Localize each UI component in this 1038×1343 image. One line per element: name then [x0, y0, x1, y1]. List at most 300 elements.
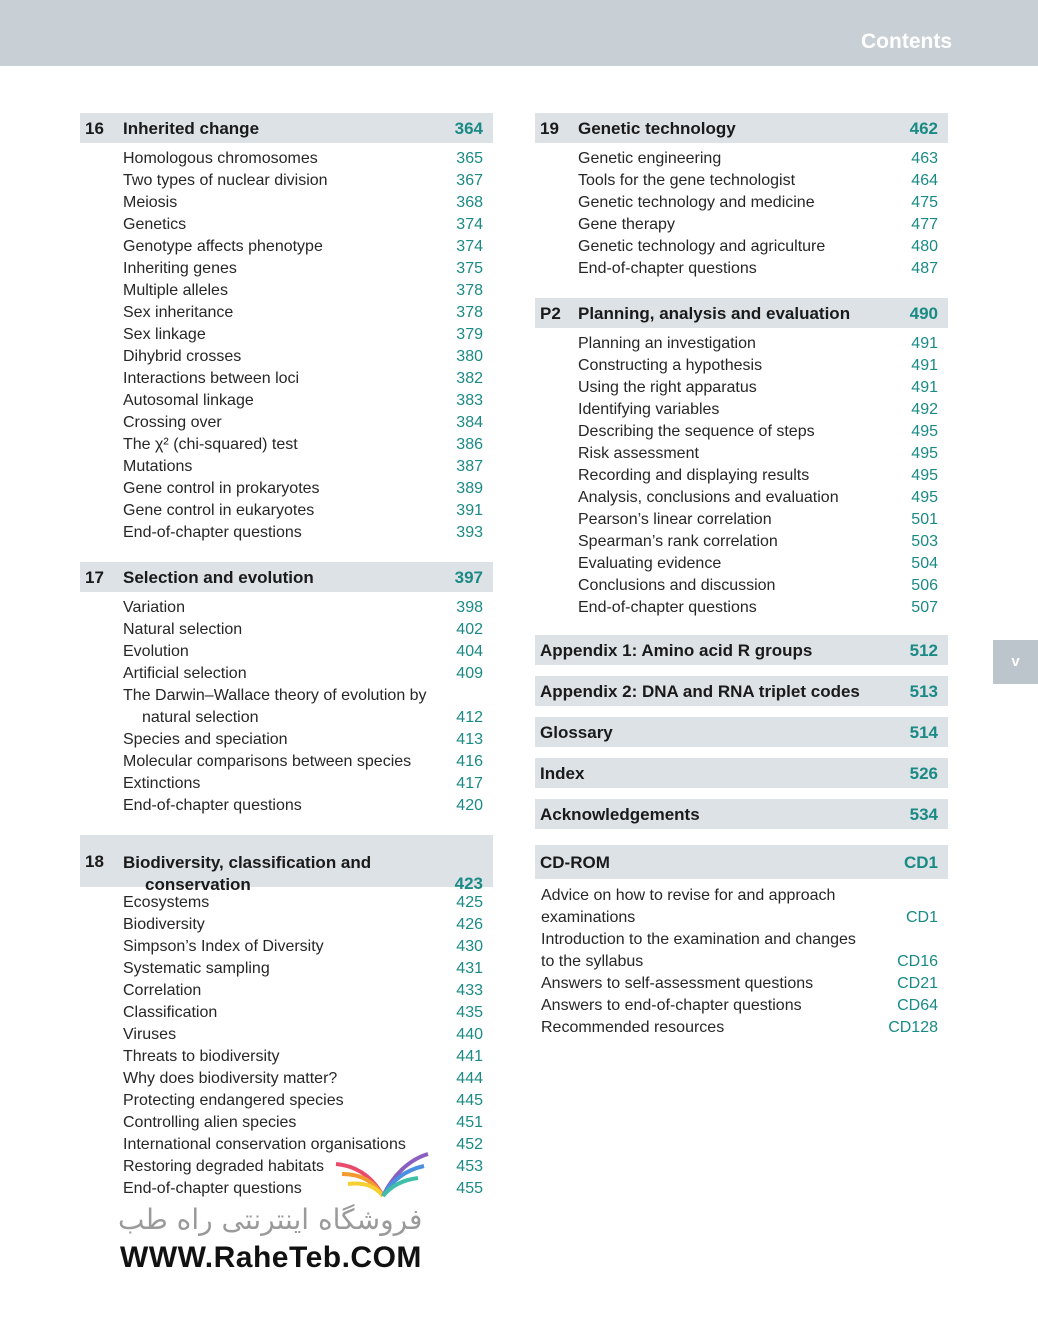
toc-entry-line: The χ² (chi-squared) test [123, 436, 298, 453]
toc-entry-page: 378 [456, 282, 483, 299]
toc-entry[interactable] [80, 663, 493, 685]
toc-entry-line: Why does biodiversity matter? [123, 1070, 338, 1087]
cdrom-entry-title [541, 973, 813, 995]
toc-entry-line: Molecular comparisons between species [123, 753, 412, 770]
contents-right-column [535, 113, 948, 1039]
watermark-url: WWW.RaheTeb.COM [120, 1241, 422, 1274]
toc-entry-page: 495 [911, 423, 938, 440]
toc-entry-title [578, 443, 699, 465]
banner-page: 534 [909, 805, 938, 824]
banner-title: Acknowledgements [540, 805, 700, 824]
toc-entry-page: 453 [456, 1158, 483, 1175]
toc-entry[interactable] [80, 346, 493, 368]
toc-entry-title [123, 456, 192, 478]
toc-entry-page: 386 [456, 436, 483, 453]
toc-entry-title [578, 399, 719, 421]
toc-entry[interactable] [80, 170, 493, 192]
cdrom-entry-page: CD21 [897, 975, 938, 992]
toc-entry-line: Gene therapy [578, 216, 675, 233]
toc-entry-title [123, 597, 185, 619]
toc-entry[interactable] [535, 465, 948, 487]
toc-entry-line: Classification [123, 1004, 218, 1021]
section-banner[interactable] [535, 799, 948, 829]
toc-entry-line: Natural selection [123, 621, 243, 638]
section-banner[interactable] [535, 717, 948, 747]
chapter-title [578, 304, 850, 324]
banner-page: 513 [909, 682, 938, 701]
chapter-title-line: conservation [145, 875, 251, 894]
toc-entry-line: Recording and displaying results [578, 467, 810, 484]
toc-entry[interactable] [80, 1046, 493, 1068]
toc-entry-page: 495 [911, 445, 938, 462]
toc-entry-title [123, 641, 189, 663]
toc-entry-line: End-of-chapter questions [578, 260, 757, 277]
toc-entry[interactable] [535, 214, 948, 236]
toc-entry-line: Sex linkage [123, 326, 206, 343]
toc-entry-page: 495 [911, 489, 938, 506]
chapter-heading[interactable] [535, 113, 948, 143]
toc-entry-page: 492 [911, 401, 938, 418]
toc-entry[interactable] [80, 478, 493, 500]
toc-entry-line: Ecosystems [123, 894, 210, 911]
toc-entry-page: 368 [456, 194, 483, 211]
cdrom-entry-page: CD1 [905, 909, 938, 926]
toc-entry-title [123, 1068, 337, 1090]
toc-entry-line: Biodiversity [123, 916, 205, 933]
chapter-heading[interactable] [80, 113, 493, 143]
toc-entry[interactable] [80, 500, 493, 522]
toc-entry-line: Simpson’s Index of Diversity [123, 938, 324, 955]
toc-entry-line: Autosomal linkage [123, 392, 254, 409]
toc-entry-title [123, 214, 186, 236]
toc-entry-page: 365 [456, 150, 483, 167]
toc-entry-page: 491 [911, 379, 938, 396]
toc-entry-page: 487 [911, 260, 938, 277]
toc-entry-title [123, 795, 302, 817]
toc-entry[interactable] [80, 795, 493, 817]
chapter-number: 19 [540, 119, 559, 138]
toc-entry-title [123, 280, 228, 302]
toc-entry-title [123, 751, 411, 773]
toc-entry-title [578, 214, 675, 236]
watermark-persian-text: فروشگاه اینترنتی راه طب [118, 1203, 423, 1236]
toc-entry[interactable] [80, 1112, 493, 1134]
header-bar [0, 0, 1038, 66]
toc-entry-title [123, 368, 299, 390]
toc-entry-title [123, 619, 242, 641]
toc-entry[interactable] [535, 421, 948, 443]
page-number-tab: v [993, 640, 1038, 684]
toc-entry-page: 477 [911, 216, 938, 233]
toc-entry[interactable] [535, 553, 948, 575]
toc-entry-title [123, 663, 247, 685]
toc-entry-line: International conservation organisations [123, 1136, 406, 1153]
toc-entry-page: 412 [456, 709, 483, 726]
toc-entry-line: Identifying variables [578, 401, 720, 418]
toc-entry[interactable] [535, 170, 948, 192]
chapter-title-line: Inherited change [123, 119, 260, 138]
toc-entry-line: Interactions between loci [123, 370, 300, 387]
toc-entry-line: Risk assessment [578, 445, 699, 462]
toc-entry-page: 451 [456, 1114, 483, 1131]
toc-entry-page: 420 [456, 797, 483, 814]
toc-entry[interactable] [80, 522, 493, 544]
toc-entry-title [578, 575, 775, 597]
toc-entry-page: 387 [456, 458, 483, 475]
chapter-heading[interactable] [535, 298, 948, 328]
toc-entry-line: Multiple alleles [123, 282, 228, 299]
cdrom-entry-line: Advice on how to revise for and approach [541, 887, 836, 904]
toc-entry-line: End-of-chapter questions [578, 599, 757, 616]
toc-entry-page: 426 [456, 916, 483, 933]
cdrom-entry[interactable] [535, 995, 948, 1017]
toc-entry[interactable] [80, 302, 493, 324]
chapter-title [123, 119, 259, 139]
toc-entry-page: 382 [456, 370, 483, 387]
toc-entry-page: 425 [456, 894, 483, 911]
chapter-number: P2 [540, 304, 561, 323]
toc-entry-line: Using the right apparatus [578, 379, 757, 396]
toc-entry-title [123, 892, 209, 914]
toc-entry-title [123, 346, 241, 368]
toc-entry[interactable] [535, 192, 948, 214]
toc-entry-line: Protecting endangered species [123, 1092, 344, 1109]
chapter-page: 423 [454, 874, 483, 893]
toc-entry-line: Variation [123, 599, 185, 616]
toc-entry-page: 402 [456, 621, 483, 638]
toc-entry[interactable] [80, 914, 493, 936]
toc-entry-page: 398 [456, 599, 483, 616]
toc-entry-title [123, 522, 302, 544]
cdrom-entry[interactable] [535, 929, 948, 973]
chapter-number: 18 [85, 852, 104, 871]
cdrom-entry-line: Recommended resources [541, 1019, 725, 1036]
toc-entry-page: 430 [456, 938, 483, 955]
toc-entry-title [578, 258, 757, 280]
cdrom-entry-title [541, 995, 802, 1017]
banner-page: CD1 [903, 853, 938, 872]
toc-entry-line: Gene control in prokaryotes [123, 480, 320, 497]
toc-entry-line: Threats to biodiversity [123, 1048, 280, 1065]
chapter-title [123, 852, 371, 896]
toc-entry-line: Gene control in eukaryotes [123, 502, 315, 519]
toc-entry-line: Correlation [123, 982, 202, 999]
toc-entry-page: 435 [456, 1004, 483, 1021]
toc-entry-line: Mutations [123, 458, 193, 475]
toc-entry-line: The Darwin–Wallace theory of evolution by [123, 687, 427, 704]
toc-entry[interactable] [80, 390, 493, 412]
toc-entry-page: 384 [456, 414, 483, 431]
toc-entry[interactable] [80, 280, 493, 302]
toc-entry-line: Evaluating evidence [578, 555, 722, 572]
cdrom-entry[interactable] [535, 973, 948, 995]
cdrom-entry-line: to the syllabus [541, 953, 644, 970]
toc-entry-line: Sex inheritance [123, 304, 234, 321]
toc-entry-title [578, 553, 721, 575]
toc-entry-page: 409 [456, 665, 483, 682]
page-title: Contents [861, 30, 952, 53]
toc-entry[interactable] [80, 148, 493, 170]
toc-entry-page: 501 [911, 511, 938, 528]
cdrom-entry-line: Introduction to the examination and changes [541, 931, 856, 948]
toc-entry[interactable] [80, 773, 493, 795]
toc-entry[interactable] [535, 531, 948, 553]
chapter-title-line: Biodiversity, classification and [123, 853, 372, 872]
toc-entry-page: 375 [456, 260, 483, 277]
toc-entry-line: Restoring degraded habitats [123, 1158, 325, 1175]
toc-entry-line: Extinctions [123, 775, 201, 792]
banner-page: 512 [909, 641, 938, 660]
toc-entry-line: Planning an investigation [578, 335, 756, 352]
toc-entry-line: Genotype affects phenotype [123, 238, 323, 255]
toc-entry-title [123, 1046, 280, 1068]
cdrom-entry-title [541, 929, 856, 973]
chapter-page: 462 [909, 119, 938, 138]
toc-entry-title [578, 170, 795, 192]
toc-entry-line: Artificial selection [123, 665, 247, 682]
toc-entry-line: Conclusions and discussion [578, 577, 776, 594]
toc-entry-page: 391 [456, 502, 483, 519]
cdrom-entry-page: CD16 [897, 953, 938, 970]
toc-entry[interactable] [535, 597, 948, 619]
toc-entry-line: End-of-chapter questions [123, 524, 302, 541]
toc-entry[interactable] [535, 443, 948, 465]
cdrom-entry-line: Answers to end-of-chapter questions [541, 997, 802, 1014]
toc-entry[interactable] [80, 958, 493, 980]
toc-entry-line: Spearman’s rank correlation [578, 533, 778, 550]
toc-entry[interactable] [80, 641, 493, 663]
toc-entry[interactable] [535, 509, 948, 531]
cdrom-entry-title [541, 885, 835, 929]
cdrom-entry-page: CD64 [897, 997, 938, 1014]
cdrom-entry-page: CD128 [888, 1019, 938, 1036]
banner-title: Appendix 1: Amino acid R groups [540, 641, 813, 660]
toc-entry-line: Analysis, conclusions and evaluation [578, 489, 839, 506]
toc-entry-title [123, 258, 237, 280]
toc-entry-page: 404 [456, 643, 483, 660]
toc-entry-page: 413 [456, 731, 483, 748]
toc-entry[interactable] [80, 1024, 493, 1046]
toc-entry-page: 378 [456, 304, 483, 321]
toc-entry-title [578, 377, 757, 399]
toc-entry-page: 455 [456, 1180, 483, 1197]
toc-entry-line: Tools for the gene technologist [578, 172, 796, 189]
toc-entry-line: End-of-chapter questions [123, 797, 302, 814]
chapter-number: 17 [85, 568, 104, 587]
toc-entry-title [578, 531, 778, 553]
cdrom-banner[interactable] [535, 845, 948, 879]
chapter-page: 364 [454, 119, 483, 138]
chapter-title [578, 119, 736, 139]
toc-entry-page: 417 [456, 775, 483, 792]
toc-entry[interactable] [80, 619, 493, 641]
toc-entry-title [123, 192, 177, 214]
toc-entry[interactable] [535, 355, 948, 377]
section-banner[interactable] [535, 676, 948, 706]
toc-entry-title [578, 465, 809, 487]
toc-entry-page: 416 [456, 753, 483, 770]
toc-entry-line: Homologous chromosomes [123, 150, 318, 167]
toc-entry-line: Two types of nuclear division [123, 172, 328, 189]
toc-entry-title [123, 1112, 296, 1134]
toc-entry-page: 480 [911, 238, 938, 255]
toc-entry-title [123, 685, 427, 729]
toc-entry-title [123, 302, 233, 324]
toc-entry[interactable] [80, 729, 493, 751]
toc-entry[interactable] [535, 399, 948, 421]
toc-entry-title [123, 729, 288, 751]
toc-entry[interactable] [80, 324, 493, 346]
toc-entry[interactable] [80, 258, 493, 280]
toc-entry-title [123, 148, 318, 170]
cdrom-entry-line: Answers to self-assessment questions [541, 975, 814, 992]
toc-entry[interactable] [80, 597, 493, 619]
cdrom-entry-title [541, 1017, 724, 1039]
banner-title: CD-ROM [540, 853, 610, 872]
book-logo-icon [328, 1148, 438, 1200]
toc-entry-title [123, 170, 328, 192]
toc-entry-page: 374 [456, 216, 483, 233]
toc-entry[interactable] [535, 487, 948, 509]
toc-entry-title [123, 914, 205, 936]
toc-entry-line: Viruses [123, 1026, 177, 1043]
chapter-page: 397 [454, 568, 483, 587]
toc-entry[interactable] [80, 412, 493, 434]
toc-entry-title [123, 324, 206, 346]
toc-entry-line: Evolution [123, 643, 189, 660]
toc-entry[interactable] [80, 192, 493, 214]
toc-entry-page: 491 [911, 357, 938, 374]
toc-entry-title [123, 936, 324, 958]
toc-entry-line: Genetic technology and agriculture [578, 238, 826, 255]
cdrom-entry-line: examinations [541, 909, 636, 926]
cdrom-entry[interactable] [535, 1017, 948, 1039]
toc-entry[interactable] [535, 148, 948, 170]
toc-entry[interactable] [80, 236, 493, 258]
toc-entry-title [123, 236, 323, 258]
toc-entry-page: 464 [911, 172, 938, 189]
banner-page: 514 [909, 723, 938, 742]
toc-entry-line: Genetic engineering [578, 150, 722, 167]
toc-entry[interactable] [80, 751, 493, 773]
toc-entry-page: 393 [456, 524, 483, 541]
toc-entry[interactable] [80, 1068, 493, 1090]
toc-entry-title [578, 333, 756, 355]
toc-entry-page: 374 [456, 238, 483, 255]
toc-entry-title [123, 980, 201, 1002]
toc-entry-title [123, 1002, 217, 1024]
toc-entry-line: Dihybrid crosses [123, 348, 242, 365]
toc-entry-page: 445 [456, 1092, 483, 1109]
toc-entry-title [123, 500, 314, 522]
cdrom-entry[interactable] [535, 885, 948, 929]
toc-entry-line: Describing the sequence of steps [578, 423, 815, 440]
toc-entry-page: 491 [911, 335, 938, 352]
chapter-title [123, 568, 314, 588]
toc-entry-line: Species and speciation [123, 731, 288, 748]
section-banner[interactable] [535, 758, 948, 788]
toc-entry[interactable] [80, 368, 493, 390]
toc-entry-line: Crossing over [123, 414, 222, 431]
toc-entry-title [123, 1024, 176, 1046]
toc-entry-page: 379 [456, 326, 483, 343]
toc-entry[interactable] [80, 456, 493, 478]
toc-entry[interactable] [80, 892, 493, 914]
toc-entry[interactable] [80, 1090, 493, 1112]
chapter-heading[interactable] [80, 562, 493, 592]
toc-entry-line: Inheriting genes [123, 260, 237, 277]
toc-entry[interactable] [535, 377, 948, 399]
watermark [118, 1148, 448, 1278]
banner-page: 526 [909, 764, 938, 783]
toc-entry-page: 504 [911, 555, 938, 572]
toc-entry-title [123, 434, 298, 456]
toc-entry-line: natural selection [142, 709, 259, 726]
toc-entry-title [578, 148, 721, 170]
toc-entry[interactable] [80, 214, 493, 236]
toc-entry[interactable] [535, 236, 948, 258]
toc-entry-page: 431 [456, 960, 483, 977]
toc-entry[interactable] [80, 980, 493, 1002]
toc-entry-page: 507 [911, 599, 938, 616]
chapter-number: 16 [85, 119, 104, 138]
toc-entry-page: 444 [456, 1070, 483, 1087]
toc-entry-page: 389 [456, 480, 483, 497]
toc-entry-title [578, 487, 839, 509]
toc-entry-title [578, 236, 825, 258]
toc-entry-page: 440 [456, 1026, 483, 1043]
toc-entry-page: 503 [911, 533, 938, 550]
toc-entry-line: End-of-chapter questions [123, 1180, 302, 1197]
toc-entry-page: 441 [456, 1048, 483, 1065]
toc-entry-page: 452 [456, 1136, 483, 1153]
toc-entry[interactable] [80, 1002, 493, 1024]
toc-entry-page: 380 [456, 348, 483, 365]
toc-entry[interactable] [80, 685, 493, 729]
toc-entry-title [123, 412, 222, 434]
banner-title: Glossary [540, 723, 613, 742]
toc-entry-page: 495 [911, 467, 938, 484]
chapter-title-line: Planning, analysis and evaluation [578, 304, 851, 323]
toc-entry-title [123, 390, 254, 412]
banner-title: Appendix 2: DNA and RNA triplet codes [540, 682, 860, 701]
toc-entry-line: Pearson’s linear correlation [578, 511, 772, 528]
chapter-heading[interactable] [80, 835, 493, 894]
chapter-title-line: Selection and evolution [123, 568, 314, 587]
toc-entry[interactable] [535, 575, 948, 597]
chapter-page: 490 [909, 304, 938, 323]
toc-entry[interactable] [535, 333, 948, 355]
toc-entry-line: Meiosis [123, 194, 178, 211]
toc-entry-page: 367 [456, 172, 483, 189]
contents-left-column [80, 113, 493, 1200]
toc-entry-line: Genetics [123, 216, 187, 233]
toc-entry-title [578, 421, 815, 443]
toc-entry-title [578, 192, 815, 214]
toc-entry-line: Constructing a hypothesis [578, 357, 763, 374]
toc-entry-title [123, 1090, 344, 1112]
section-banner[interactable] [535, 635, 948, 665]
banner-title: Index [540, 764, 585, 783]
toc-entry[interactable] [80, 936, 493, 958]
toc-entry-title [123, 773, 200, 795]
toc-entry-title [578, 509, 772, 531]
toc-entry[interactable] [535, 258, 948, 280]
toc-entry-title [578, 355, 762, 377]
toc-entry[interactable] [80, 434, 493, 456]
toc-entry-line: Controlling alien species [123, 1114, 297, 1131]
toc-entry-title [578, 597, 757, 619]
